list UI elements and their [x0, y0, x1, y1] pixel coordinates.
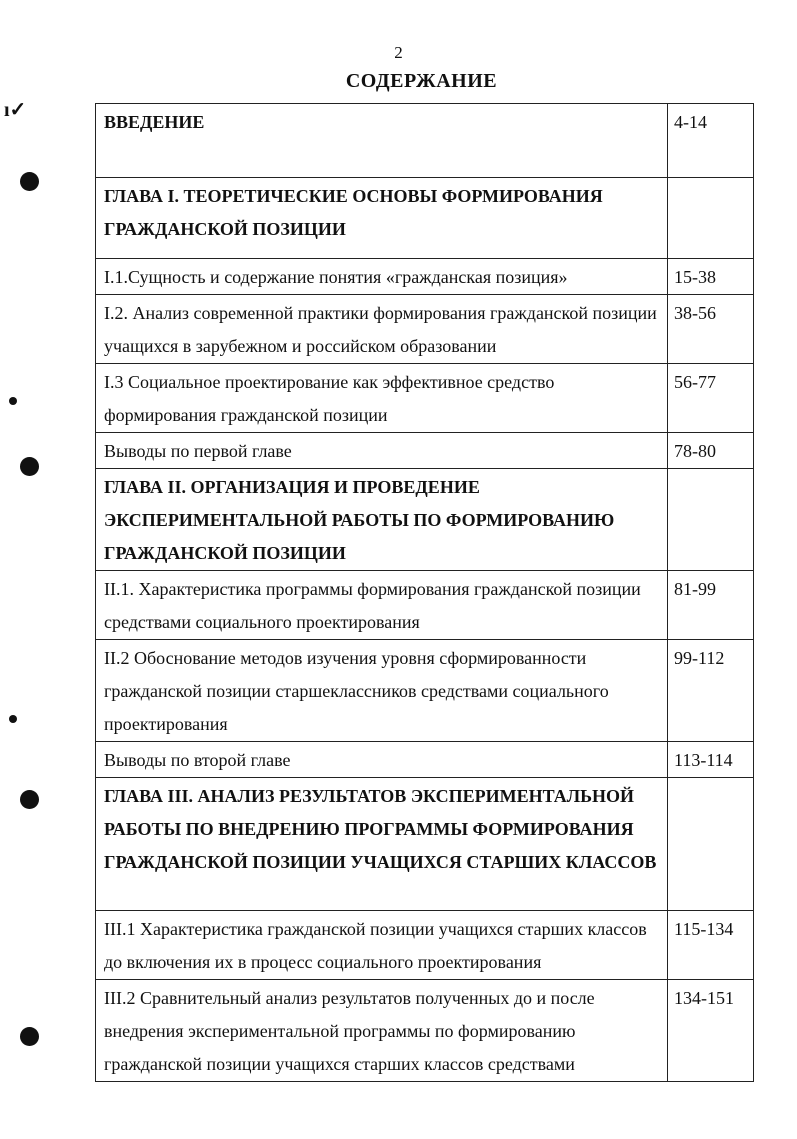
punch-hole — [20, 790, 39, 809]
table-row — [96, 469, 754, 571]
table-row — [96, 640, 754, 742]
punch-hole-small — [9, 715, 17, 723]
page-range: 113-114 — [668, 742, 754, 778]
section-title: III.2 Сравнительный анализ результатов полученных до и после внедрения экспериментальной программы по формированию гражданской позиции учащихся старших классов средствами — [96, 980, 668, 1082]
table-row — [96, 911, 754, 980]
section-title: III.1 Характеристика гражданской позиции учащихся старших классов до включения их в процесс социального проектирования — [96, 911, 668, 980]
page-range: 38-56 — [668, 295, 754, 364]
chapter-heading: ГЛАВА III. АНАЛИЗ РЕЗУЛЬТАТОВ ЭКСПЕРИМЕНТАЛЬНОЙ РАБОТЫ ПО ВНЕДРЕНИЮ ПРОГРАММЫ ФОРМИРОВАНИЯ ГРАЖДАНСКОЙ ПОЗИЦИИ УЧАЩИХСЯ СТАРШИХ КЛАССОВ — [96, 778, 668, 911]
section-title: Выводы по второй главе — [96, 742, 668, 778]
page-range: 134-151 — [668, 980, 754, 1082]
section-title: I.2. Анализ современной практики формирования гражданской позиции учащихся в зарубежном и российском образовании — [96, 295, 668, 364]
punch-hole-small — [9, 397, 17, 405]
page-range: 115-134 — [668, 911, 754, 980]
punch-hole — [20, 172, 39, 191]
table-row — [96, 742, 754, 778]
page-range: 81-99 — [668, 571, 754, 640]
page-number: 2 — [394, 43, 403, 62]
table-row — [96, 104, 754, 178]
section-title: II.2 Обоснование методов изучения уровня сформированности гражданской позиции старшеклассников средствами социального проектирования — [96, 640, 668, 742]
chapter-heading: ГЛАВА II. ОРГАНИЗАЦИЯ И ПРОВЕДЕНИЕ ЭКСПЕРИМЕНТАЛЬНОЙ РАБОТЫ ПО ФОРМИРОВАНИЮ ГРАЖДАНСКОЙ ПОЗИЦИИ — [96, 469, 668, 571]
punch-hole — [20, 1027, 39, 1046]
table-row — [96, 364, 754, 433]
page-range: 15-38 — [668, 259, 754, 295]
section-title: I.1.Сущность и содержание понятия «гражданская позиция» — [96, 259, 668, 295]
chapter-heading: ГЛАВА I. ТЕОРЕТИЧЕСКИЕ ОСНОВЫ ФОРМИРОВАНИЯ ГРАЖДАНСКОЙ ПОЗИЦИИ — [96, 178, 668, 259]
page-range — [668, 778, 754, 911]
table-row — [96, 571, 754, 640]
section-title: II.1. Характеристика программы формирования гражданской позиции средствами социального проектирования — [96, 571, 668, 640]
page-range: 4-14 — [668, 104, 754, 178]
table-row — [96, 295, 754, 364]
page-range — [668, 469, 754, 571]
punch-hole — [20, 457, 39, 476]
table-row — [96, 259, 754, 295]
page-range: 78-80 — [668, 433, 754, 469]
page-range: 56-77 — [668, 364, 754, 433]
table-row — [96, 778, 754, 911]
section-title: Выводы по первой главе — [96, 433, 668, 469]
table-row — [96, 433, 754, 469]
margin-mark: ı✓ — [4, 99, 27, 121]
page-range — [668, 178, 754, 259]
section-title: I.3 Социальное проектирование как эффективное средство формирования гражданской позиции — [96, 364, 668, 433]
table-of-contents — [95, 103, 754, 1082]
table-row — [96, 980, 754, 1082]
page-title: СОДЕРЖАНИЕ — [345, 70, 498, 92]
page-range: 99-112 — [668, 640, 754, 742]
chapter-heading: ВВЕДЕНИЕ — [96, 104, 668, 178]
table-row — [96, 178, 754, 259]
